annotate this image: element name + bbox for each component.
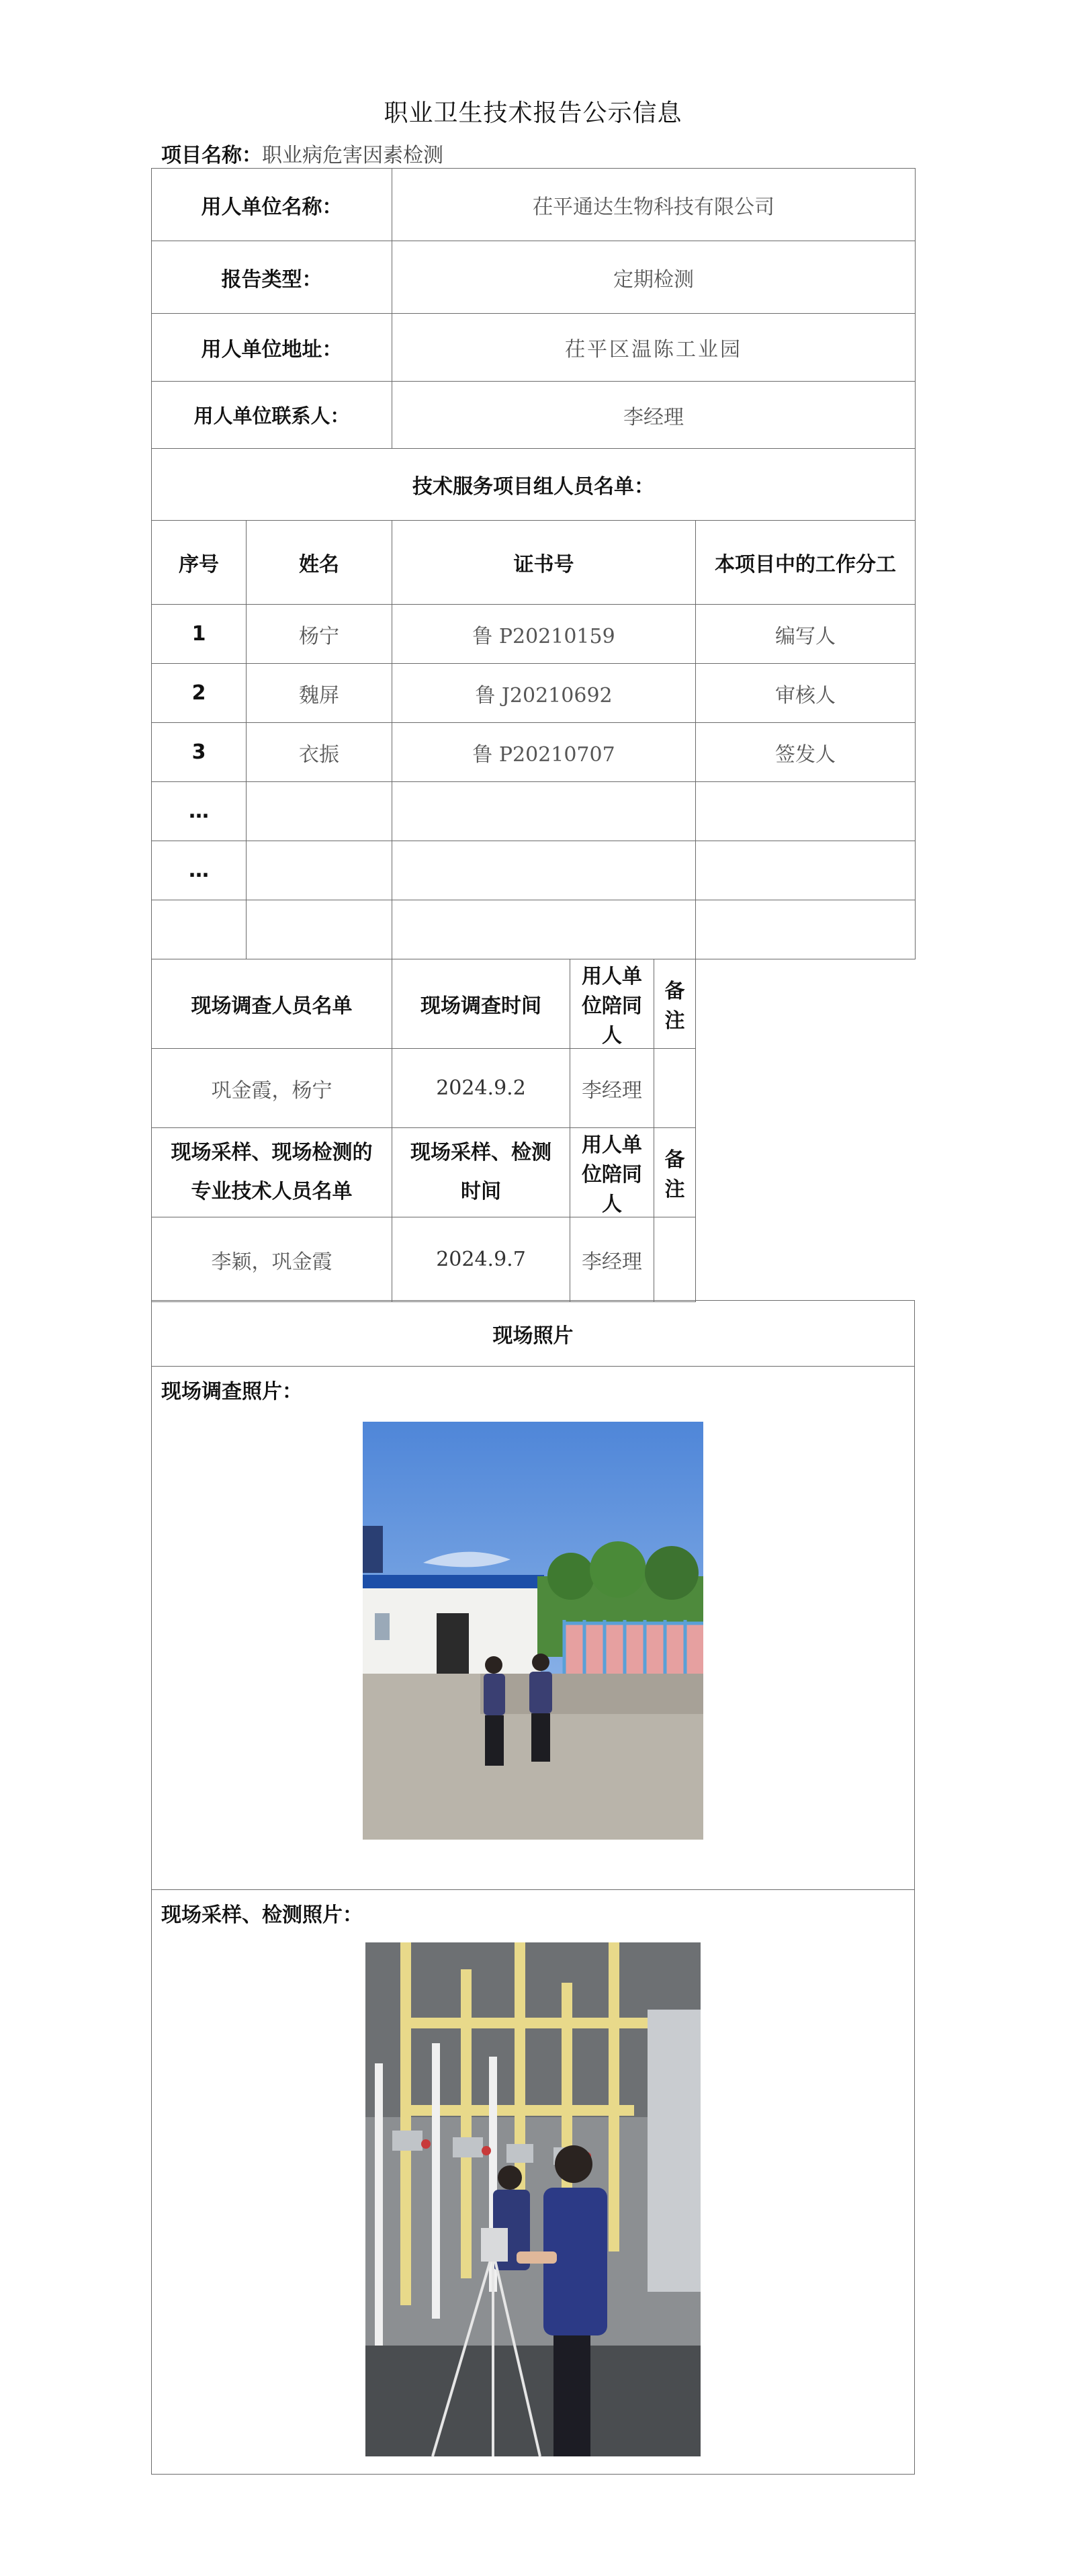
team-heading-row xyxy=(152,449,916,521)
team-row-name: 魏屏 xyxy=(247,664,392,723)
table-row xyxy=(152,664,916,723)
team-row-name: 杨宁 xyxy=(247,605,392,664)
sampling-data-split xyxy=(570,1217,696,1302)
team-row-cert xyxy=(392,841,696,900)
team-header-name: 姓名 xyxy=(247,521,392,605)
team-header-cert: 证书号 xyxy=(392,521,696,605)
project-name-label: 项目名称： xyxy=(161,144,262,167)
survey-header-remark: 备注 xyxy=(664,980,685,1033)
photo-heading-row xyxy=(152,1301,915,1367)
sampling-photo-row xyxy=(152,1890,915,2475)
sampling-remark-value xyxy=(654,1217,695,1301)
sampling-data-row xyxy=(152,1217,916,1302)
survey-header-time: 现场调查时间 xyxy=(392,959,570,1049)
project-name-value: 职业病危害因素检测 xyxy=(262,144,443,167)
sampling-data-subtable xyxy=(570,1217,695,1301)
table-row xyxy=(152,723,916,782)
team-row-role xyxy=(696,841,916,900)
survey-header-row xyxy=(152,959,916,1049)
survey-escort-value: 李经理 xyxy=(570,1049,654,1127)
survey-data-row xyxy=(152,1049,916,1128)
sampling-header-staff-line2: 专业技术人员名单 xyxy=(191,1180,353,1203)
team-row-no: 1 xyxy=(152,605,247,664)
report-type-value: 定期检测 xyxy=(392,241,916,314)
survey-header-escort: 用人单位陪同人 xyxy=(570,959,654,1048)
photo-heading: 现场照片 xyxy=(152,1301,915,1367)
team-row-no: … xyxy=(152,782,247,841)
sampling-header-row xyxy=(152,1128,916,1217)
survey-photo-cell xyxy=(152,1367,915,1890)
employer-address-value: 茌平区温陈工业园 xyxy=(392,314,916,382)
team-row-no xyxy=(152,900,247,959)
survey-photo-row xyxy=(152,1367,915,1890)
team-row-no: 3 xyxy=(152,723,247,782)
report-type-label: 报告类型： xyxy=(152,241,392,314)
sampling-header-time-line2: 时间 xyxy=(461,1180,501,1203)
table-row xyxy=(152,782,916,841)
sampling-staff-value: 李颖，巩金霞 xyxy=(152,1217,392,1302)
survey-header-split xyxy=(570,959,696,1049)
survey-photo-image xyxy=(363,1422,703,1840)
team-row-no: 2 xyxy=(152,664,247,723)
team-row-cert xyxy=(392,782,696,841)
survey-staff-value: 巩金霞，杨宁 xyxy=(152,1049,392,1128)
sampling-header-time-line1: 现场采样、检测 xyxy=(410,1141,551,1164)
team-row-name: 衣振 xyxy=(247,723,392,782)
survey-header-staff: 现场调查人员名单 xyxy=(152,959,392,1049)
info-table xyxy=(151,168,916,1302)
sampling-photo-cell xyxy=(152,1890,915,2475)
survey-photo-caption: 现场调查照片： xyxy=(161,1380,302,1404)
table-row xyxy=(152,900,916,959)
team-header-role: 本项目中的工作分工 xyxy=(696,521,916,605)
employer-name-label: 用人单位名称： xyxy=(152,169,392,241)
employer-address-row xyxy=(152,314,916,382)
team-header-no: 序号 xyxy=(152,521,247,605)
team-row-role xyxy=(696,900,916,959)
employer-name-row xyxy=(152,169,916,241)
team-row-role: 审核人 xyxy=(696,664,916,723)
survey-data-split xyxy=(570,1049,696,1128)
sampling-header-subtable xyxy=(570,1128,695,1217)
team-row-role: 签发人 xyxy=(696,723,916,782)
team-row-name xyxy=(247,900,392,959)
team-row-role xyxy=(696,782,916,841)
team-header-row xyxy=(152,521,916,605)
team-row-no: … xyxy=(152,841,247,900)
employer-address-label: 用人单位地址： xyxy=(152,314,392,382)
sampling-header-split xyxy=(570,1128,696,1217)
sampling-header-time xyxy=(392,1128,570,1217)
employer-contact-value: 李经理 xyxy=(392,382,916,449)
sampling-photo-image xyxy=(365,1942,701,2456)
report-type-row xyxy=(152,241,916,314)
survey-time-value: 2024.9.2 xyxy=(392,1049,570,1128)
team-row-name xyxy=(247,841,392,900)
page-title: 职业卫生技术报告公示信息 xyxy=(384,99,682,127)
sampling-header-remark: 备注 xyxy=(664,1148,685,1201)
project-name-line xyxy=(161,138,443,168)
team-row-cert xyxy=(392,900,696,959)
photo-table xyxy=(151,1300,915,2475)
table-row xyxy=(152,605,916,664)
team-heading: 技术服务项目组人员名单： xyxy=(152,449,916,521)
sampling-header-staff-line1: 现场采样、现场检测的 xyxy=(171,1141,373,1164)
sampling-escort-value: 李经理 xyxy=(570,1217,654,1301)
team-row-name xyxy=(247,782,392,841)
sampling-header-staff xyxy=(152,1128,392,1217)
team-row-cert: 鲁 J20210692 xyxy=(392,664,696,723)
team-row-role: 编写人 xyxy=(696,605,916,664)
team-row-cert: 鲁 P20210707 xyxy=(392,723,696,782)
sampling-header-escort: 用人单位陪同人 xyxy=(570,1128,654,1217)
sampling-photo xyxy=(365,1942,701,2456)
team-row-cert: 鲁 P20210159 xyxy=(392,605,696,664)
employer-name-value: 茌平通达生物科技有限公司 xyxy=(392,169,916,241)
survey-remark-value xyxy=(654,1049,695,1127)
survey-header-subtable xyxy=(570,959,695,1048)
table-row xyxy=(152,841,916,900)
employer-contact-row xyxy=(152,382,916,449)
survey-photo xyxy=(363,1422,703,1840)
sampling-time-value: 2024.9.7 xyxy=(392,1217,570,1302)
sampling-photo-caption: 现场采样、检测照片： xyxy=(161,1903,363,1927)
employer-contact-label: 用人单位联系人： xyxy=(152,382,392,449)
survey-data-subtable xyxy=(570,1049,695,1127)
